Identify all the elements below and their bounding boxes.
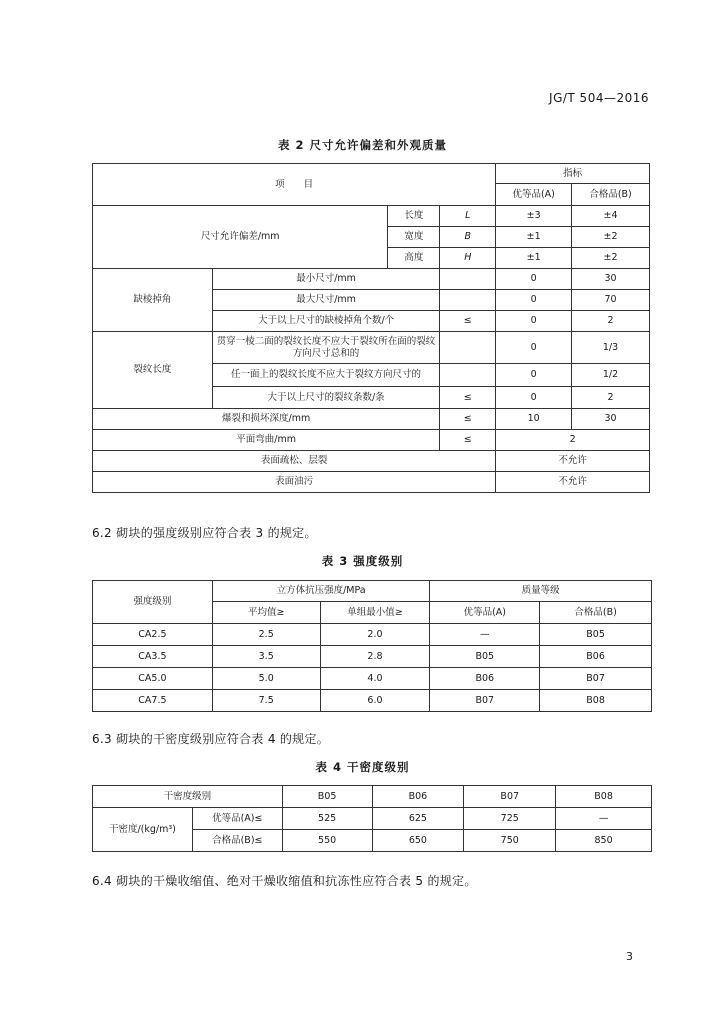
crack-group-label: 裂纹长度 [93,332,213,409]
grade-cell: CA2.5 [93,624,213,646]
paragraph-6-3: 6.3 砌块的干密度级别应符合表 4 的规定。 [92,732,330,746]
grade-a-header: 优等品(A) [496,184,572,206]
table3-title: 表 3 强度级别 [321,554,404,568]
dim-symbol: H [440,248,496,269]
dim-symbol: L [440,206,496,227]
paragraph-6-4: 6.4 砌块的干燥收缩值、绝对干燥收缩值和抗冻性应符合表 5 的规定。 [92,874,477,888]
density-level-header: 干密度级别 [93,786,283,808]
index-header: 指标 [496,164,650,184]
row-a-label: 优等品(A)≤ [192,808,282,830]
edge-b: 2 [572,311,650,332]
edge-a: 0 [496,311,572,332]
crack-a: 0 [496,364,572,387]
dim-a: ±3 [496,206,572,227]
quality-header: 质量等级 [430,581,652,602]
min-cell: 6.0 [320,690,430,712]
level-header: B07 [464,786,556,808]
grade-cell: CA7.5 [93,690,213,712]
row-b-cell: 650 [372,830,464,852]
edge-label: 大于以上尺寸的缺棱掉角个数/个 [212,311,440,332]
dim-a: ±1 [496,248,572,269]
table2 [92,163,650,493]
flat-label: 平面弯曲/mm [93,430,440,451]
dim-symbol: B [440,227,496,248]
crack-label: 贯穿一棱二面的裂纹长度不应大于裂纹所在面的裂纹方向尺寸总和的 [212,332,440,364]
crack-b: 1/2 [572,364,650,387]
table4 [92,785,652,852]
dim-name: 宽度 [388,227,440,248]
loose-label: 表面疏松、层裂 [93,451,496,472]
avg-cell: 3.5 [212,646,320,668]
avg-cell: 2.5 [212,624,320,646]
edge-b: 70 [572,290,650,311]
burst-b: 30 [572,409,650,430]
quality-a-header: 优等品(A) [430,602,540,624]
quality-b-cell: B06 [540,646,652,668]
oil-value: 不允许 [496,472,650,493]
table4-title: 表 4 干密度级别 [315,760,410,774]
quality-a-cell: B05 [430,646,540,668]
crack-b: 2 [572,387,650,409]
standard-number: JG/T 504—2016 [549,91,649,105]
edge-a: 0 [496,290,572,311]
grade-cell: CA3.5 [93,646,213,668]
row-b-cell: 850 [556,830,652,852]
min-cell: 2.0 [320,624,430,646]
level-header: B05 [282,786,372,808]
dim-name: 高度 [388,248,440,269]
row-a-cell: 725 [464,808,556,830]
dim-name: 长度 [388,206,440,227]
dim-b: ±2 [572,248,650,269]
min-cell: 4.0 [320,668,430,690]
edge-symbol: ≤ [440,311,496,332]
edge-symbol [440,290,496,311]
min-header: 单组最小值≥ [320,602,430,624]
quality-b-header: 合格品(B) [540,602,652,624]
crack-label: 任一面上的裂纹长度不应大于裂纹方向尺寸的 [212,364,440,387]
crack-a: 0 [496,387,572,409]
row-b-cell: 750 [464,830,556,852]
burst-symbol: ≤ [440,409,496,430]
crack-a: 0 [496,332,572,364]
loose-value: 不允许 [496,451,650,472]
avg-cell: 5.0 [212,668,320,690]
dim-b: ±4 [572,206,650,227]
row-a-cell: 625 [372,808,464,830]
quality-b-cell: B08 [540,690,652,712]
dim-tolerance-label: 尺寸允许偏差/mm [93,206,388,269]
oil-label: 表面油污 [93,472,496,493]
crack-symbol [440,364,496,387]
item-header: 项 目 [93,164,496,206]
level-header: B08 [556,786,652,808]
row-a-cell: 525 [282,808,372,830]
paragraph-6-2: 6.2 砌块的强度级别应符合表 3 的规定。 [92,526,317,540]
edge-label: 最大尺寸/mm [212,290,440,311]
flat-symbol: ≤ [440,430,496,451]
avg-header: 平均值≥ [212,602,320,624]
quality-b-cell: B05 [540,624,652,646]
quality-a-cell: B06 [430,668,540,690]
edge-a: 0 [496,269,572,290]
crack-symbol: ≤ [440,387,496,409]
density-label: 干密度/(kg/m³) [93,808,193,852]
crack-symbol [440,332,496,364]
row-b-label: 合格品(B)≤ [192,830,282,852]
page-number: 3 [626,950,633,963]
edge-group-label: 缺棱掉角 [93,269,213,332]
crack-label: 大于以上尺寸的裂纹条数/条 [212,387,440,409]
table2-title: 表 2 尺寸允许偏差和外观质量 [277,138,447,152]
edge-symbol [440,269,496,290]
burst-a: 10 [496,409,572,430]
grade-b-header: 合格品(B) [572,184,650,206]
row-a-cell: — [556,808,652,830]
strength-header: 立方体抗压强度/MPa [212,581,430,602]
min-cell: 2.8 [320,646,430,668]
dim-a: ±1 [496,227,572,248]
burst-label: 爆裂和损坏深度/mm [93,409,440,430]
avg-cell: 7.5 [212,690,320,712]
quality-b-cell: B07 [540,668,652,690]
edge-label: 最小尺寸/mm [212,269,440,290]
dim-b: ±2 [572,227,650,248]
row-b-cell: 550 [282,830,372,852]
grade-cell: CA5.0 [93,668,213,690]
quality-a-cell: B07 [430,690,540,712]
level-header: B06 [372,786,464,808]
flat-value: 2 [496,430,650,451]
grade-header: 强度级别 [93,581,213,624]
edge-b: 30 [572,269,650,290]
table3 [92,580,652,712]
crack-b: 1/3 [572,332,650,364]
quality-a-cell: — [430,624,540,646]
